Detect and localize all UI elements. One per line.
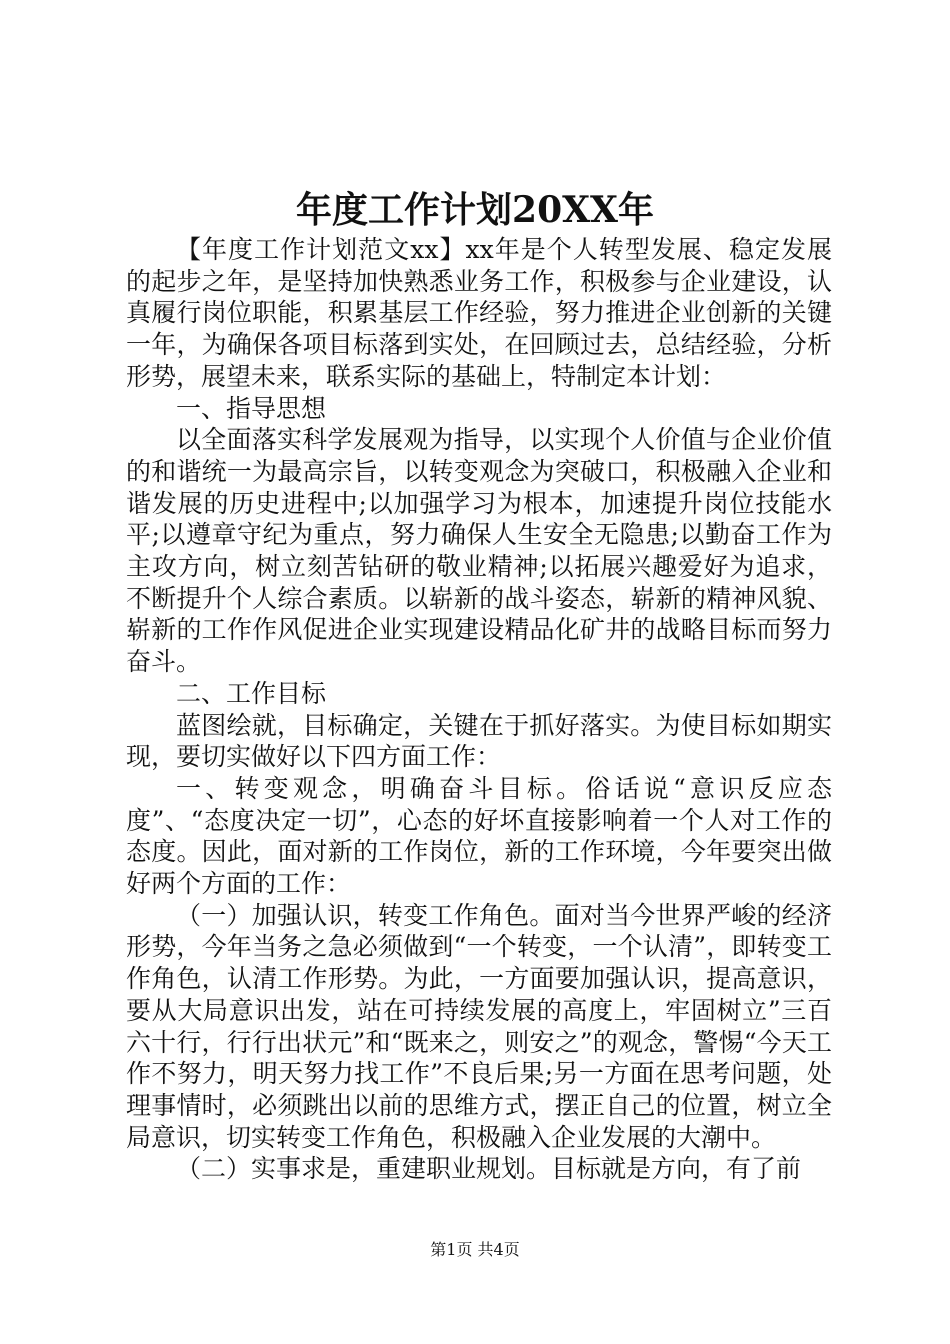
point-one-paragraph: 一、转变观念，明确奋斗目标。俗话说“意识反应态度”、“态度决定一切”，心态的好坏直接影响着一个人对工作的态度。因此，面对新的工作岗位，新的工作环境，今年要突出做好两个方面的工作： <box>126 773 832 899</box>
work-goals-paragraph: 蓝图绘就，目标确定，关键在于抓好落实。为使目标如期实现，要切实做好以下四方面工作： <box>126 710 832 772</box>
section-heading-guiding-ideology: 一、指导思想 <box>176 393 327 423</box>
document-body <box>126 234 832 1185</box>
sub-point-one-paragraph: （一）加强认识，转变工作角色。面对当今世界严峻的经济形势，今年当务之急必须做到“一个转变，一个认清”，即转变工作角色，认清工作形势。为此，一方面要加强认识，提高意识，要从大局意识出发，站在可持续发展的高度上，牢固树立”三百六十行，行行出状元”和“既来之，则安之”的观念，警惕“今天工作不努力，明天努力找工作”不良后果;另一方面在思考问题，处理事情时，必须跳出以前的思维方式，摆正自己的位置，树立全局意识，切实转变工作角色，积极融入企业发展的大潮中。 <box>126 900 832 1152</box>
document-title: 年度工作计划20XX年 <box>296 189 654 231</box>
intro-paragraph: 【年度工作计划范文xx】xx年是个人转型发展、稳定发展的起步之年，是坚持加快熟悉业务工作，积极参与企业建设，认真履行岗位职能，积累基层工作经验，努力推进企业创新的关键一年，为确保各项目标落到实处，在回顾过去，总结经验，分析形势，展望未来，联系实际的基础上，特制定本计划： <box>126 235 832 391</box>
guiding-ideology-paragraph: 以全面落实科学发展观为指导，以实现个人价值与企业价值的和谐统一为最高宗旨，以转变观念为突破口，积极融入企业和谐发展的历史进程中;以加强学习为根本，加速提升岗位技能水平;以遵章守纪为重点，努力确保人生安全无隐患;以勤奋工作为主攻方向，树立刻苦钻研的敬业精神;以拓展兴趣爱好为追求，不断提升个人综合素质。以崭新的战斗姿态，崭新的精神风貌、崭新的工作作风促进企业实现建设精品化矿井的战略目标而努力奋斗。 <box>126 425 832 677</box>
sub-point-two-paragraph: （二）实事求是，重建职业规划。目标就是方向，有了前 <box>176 1154 802 1184</box>
page-number-footer: 第1页 共4页 <box>430 1240 520 1259</box>
section-heading-work-goals: 二、工作目标 <box>176 678 327 708</box>
